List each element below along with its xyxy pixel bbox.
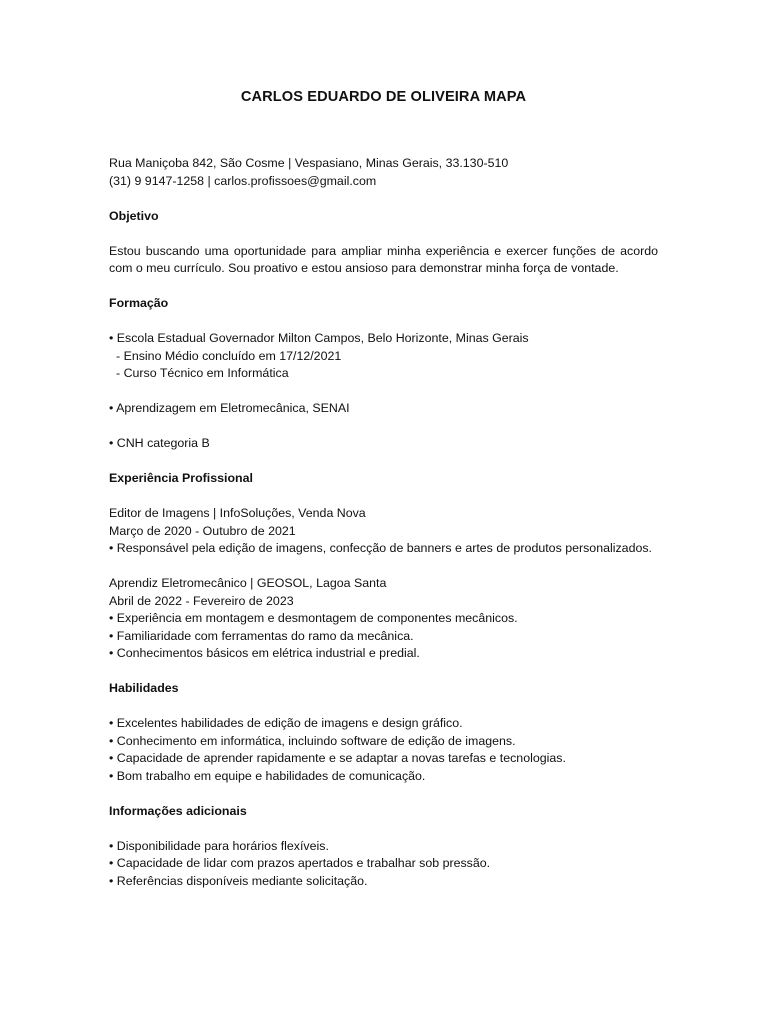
additional-info-item: • Capacidade de lidar com prazos apertados e trabalhar sob pressão. [109, 856, 491, 870]
additional-info-item: • Disponibilidade para horários flexíveis. [109, 838, 329, 853]
education-apprenticeship: • Aprendizagem em Eletromecânica, SENAI [109, 401, 350, 415]
section-heading-experiencia: Experiência Profissional [109, 471, 253, 485]
job-duty: • Experiência em montagem e desmontagem de componentes mecânicos. [109, 611, 518, 625]
spacer [109, 190, 658, 208]
resume-content [109, 88, 658, 890]
spacer [109, 698, 658, 716]
education-detail: - Ensino Médio concluído em 17/12/2021 [116, 348, 342, 363]
section-heading-habilidades: Habilidades [109, 681, 179, 695]
contact-phone-email: (31) 9 9147-1258 | carlos.profissoes@gmail.com [109, 173, 377, 188]
education-license: • CNH categoria B [109, 436, 210, 450]
job-title: Aprendiz Eletromecânico | GEOSOL, Lagoa Santa [109, 576, 387, 590]
section-heading-formacao: Formação [109, 296, 169, 310]
spacer [109, 418, 658, 436]
education-detail: - Curso Técnico em Informática [116, 366, 289, 380]
job-duty: • Familiaridade com ferramentas do ramo da mecânica. [109, 628, 414, 643]
objective-text: Estou buscando uma oportunidade para ampliar minha experiência e exercer funções de acordo com o meu currículo. Sou proativo e estou ansioso para demonstrar minha força de vontade. [109, 243, 658, 275]
skill-item: • Conhecimento em informática, incluindo software de edição de imagens. [109, 733, 516, 748]
skill-item: • Excelentes habilidades de edição de imagens e design gráfico. [109, 716, 463, 730]
spacer [109, 785, 658, 803]
section-heading-adicionais: Informações adicionais [109, 803, 247, 818]
spacer [109, 383, 658, 401]
spacer [109, 278, 658, 296]
skill-item: • Capacidade de aprender rapidamente e se adaptar a novas tarefas e tecnologias. [109, 751, 566, 765]
contact-address: Rua Maniçoba 842, São Cosme | Vespasiano, Minas Gerais, 33.130-510 [109, 156, 509, 170]
spacer [109, 663, 658, 681]
education-school: • Escola Estadual Governador Milton Campos, Belo Horizonte, Minas Gerais [109, 331, 529, 345]
job-duty: • Conhecimentos básicos em elétrica industrial e predial. [109, 646, 420, 660]
spacer [109, 313, 658, 331]
skill-item: • Bom trabalho em equipe e habilidades de comunicação. [109, 768, 426, 783]
spacer [109, 225, 658, 243]
spacer [109, 820, 658, 838]
candidate-name: CARLOS EDUARDO DE OLIVEIRA MAPA [240, 89, 527, 105]
job-title: Editor de Imagens | InfoSoluções, Venda Nova [109, 506, 366, 520]
spacer [109, 558, 658, 576]
additional-info-item: • Referências disponíveis mediante solicitação. [109, 873, 368, 888]
section-heading-objetivo: Objetivo [109, 208, 159, 223]
spacer [109, 488, 658, 506]
spacer [109, 453, 658, 471]
job-duty: • Responsável pela edição de imagens, confecção de banners e artes de produtos personalizados. [109, 541, 652, 555]
job-period: Março de 2020 - Outubro de 2021 [109, 523, 296, 538]
job-period: Abril de 2022 - Fevereiro de 2023 [109, 593, 294, 608]
